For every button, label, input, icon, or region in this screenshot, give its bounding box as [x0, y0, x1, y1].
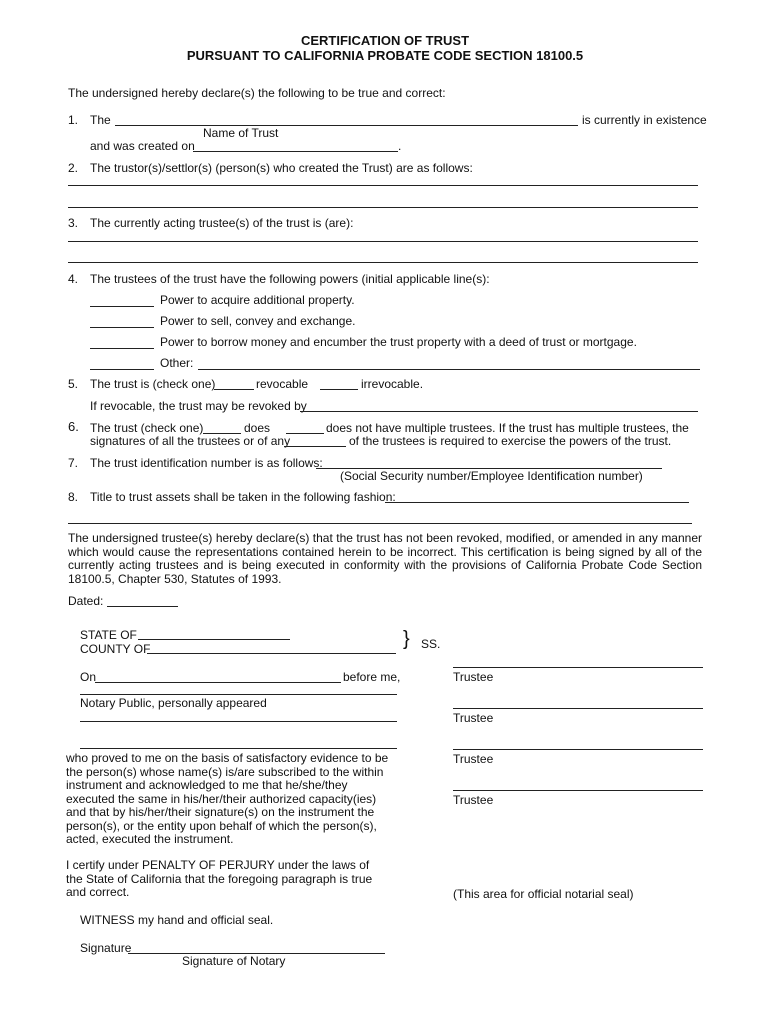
trustee-line-2[interactable]: [68, 262, 698, 263]
item2-text: The trustor(s)/settlor(s) (person(s) who created the Trust) are as follows:: [90, 161, 473, 175]
state-of-label: STATE OF: [80, 628, 137, 642]
item2-number: 2.: [68, 161, 79, 175]
item7-number: 7.: [68, 456, 79, 470]
revoked-by-line[interactable]: [300, 411, 698, 412]
title-fashion-line[interactable]: [385, 502, 689, 503]
trustee-signature-line-2[interactable]: [453, 708, 703, 709]
trust-name-caption: Name of Trust: [203, 126, 279, 140]
power-acquire: Power to acquire additional property.: [160, 293, 355, 307]
trustee-signature-line-1[interactable]: [453, 667, 703, 668]
signature-label: Signature: [80, 941, 132, 955]
trustee-label-3: Trustee: [453, 752, 494, 766]
item6-line2b: of the trustees is required to exercise the powers of the trust.: [349, 434, 672, 448]
item6-line2a: signatures of all the trustees or of any: [90, 434, 291, 448]
trustee-line-1[interactable]: [68, 241, 698, 242]
dated-label: Dated:: [68, 594, 104, 608]
appeared-line-1[interactable]: [80, 721, 397, 722]
dated-line[interactable]: [107, 606, 178, 607]
created-on-line[interactable]: [193, 151, 398, 152]
form-title: CERTIFICATION OF TRUST: [300, 33, 470, 48]
trustee-label-4: Trustee: [453, 793, 494, 807]
trustor-line-2[interactable]: [68, 207, 698, 208]
item3-number: 3.: [68, 216, 79, 230]
revoked-by-label: If revocable, the trust may be revoked by: [90, 399, 307, 413]
ss-label: SS.: [421, 637, 441, 651]
witness-text: WITNESS my hand and official seal.: [80, 913, 274, 927]
trust-id-caption: (Social Security number/Employee Identification number): [340, 469, 643, 483]
trust-name-line[interactable]: [115, 125, 578, 126]
trustees-required-line[interactable]: [284, 446, 346, 447]
intro-text: The undersigned hereby declare(s) the following to be true and correct:: [68, 86, 446, 100]
item1-number: 1.: [68, 113, 79, 127]
notarial-seal-area: (This area for official notarial seal): [453, 887, 634, 901]
revocable-check-line[interactable]: [214, 389, 254, 390]
trustee-label-1: Trustee: [453, 670, 494, 684]
item1-existence: is currently in existence: [582, 113, 707, 127]
initial-line-sell[interactable]: [90, 327, 154, 328]
form-subtitle: PURSUANT TO CALIFORNIA PROBATE CODE SECTION 18100.5: [186, 48, 584, 63]
notary-name-line[interactable]: [80, 694, 397, 695]
created-on-label: and was created on: [90, 139, 195, 153]
initial-line-acquire[interactable]: [90, 306, 154, 307]
irrevocable-check-line[interactable]: [320, 389, 358, 390]
county-of-label: COUNTY OF: [80, 642, 151, 656]
title-fashion-line-2[interactable]: [68, 523, 692, 524]
personally-appeared-label: Notary Public, personally appeared: [80, 696, 267, 710]
signature-caption: Signature of Notary: [182, 954, 286, 968]
appeared-line-2[interactable]: [80, 748, 397, 749]
initial-line-other[interactable]: [90, 369, 154, 370]
other-power-line[interactable]: [198, 369, 700, 370]
on-label: On: [80, 670, 97, 684]
irrevocable-label: irrevocable.: [361, 377, 424, 391]
item3-text: The currently acting trustee(s) of the trust is (are):: [90, 216, 354, 230]
item7-text: The trust identification number is as follows:: [90, 456, 323, 470]
item4-text: The trustees of the trust have the following powers (initial applicable line(s):: [90, 272, 490, 286]
item1-the: The: [90, 113, 111, 127]
county-of-line[interactable]: [147, 653, 396, 654]
does-not-check-line[interactable]: [286, 433, 324, 434]
declaration-paragraph: The undersigned trustee(s) hereby declare(s) that the trust has not been revoked, modified, or amended in any manner which would cause the representations contained herein to be incorrect. This certification is being signed by all of the currently acting trustees and is being executed in conformity with the provisions of California Probate Code Section 18100.5, Chapter 530, Statutes of 1993.: [68, 531, 702, 586]
item6-number: 6.: [68, 419, 79, 434]
power-borrow: Power to borrow money and encumber the trust property with a deed of trust or mortgage.: [160, 335, 637, 349]
item5-number: 5.: [68, 377, 79, 391]
power-sell: Power to sell, convey and exchange.: [160, 314, 356, 328]
trustee-signature-line-3[interactable]: [453, 749, 703, 750]
trustor-line-1[interactable]: [68, 185, 698, 186]
perjury-paragraph: I certify under PENALTY OF PERJURY under the laws of the State of California that the foregoing paragraph is true and correct.: [66, 858, 373, 899]
item8-number: 8.: [68, 490, 79, 504]
revocable-label: revocable: [256, 377, 309, 391]
created-on-period: .: [398, 139, 402, 153]
initial-line-borrow[interactable]: [90, 348, 154, 349]
state-of-line[interactable]: [138, 639, 290, 640]
on-date-line[interactable]: [95, 682, 341, 683]
item4-number: 4.: [68, 272, 79, 286]
proved-paragraph: who proved to me on the basis of satisfactory evidence to be the person(s) whose name(s) is/are subscribed to the within instrument and acknowledged to me that he/she/they executed the same in his/her/their authorized capacity(ies) and that by his/her/their signature(s) on the instrument the person(s), or the entity upon behalf of which the person(s), acted, executed the instrument.: [66, 751, 389, 846]
item6-text: The trust (check one): [90, 421, 204, 435]
trustee-label-2: Trustee: [453, 711, 494, 725]
does-not-label: does not have multiple trustees. If the trust has multiple trustees, the: [326, 421, 689, 435]
item5-text: The trust is (check one): [90, 377, 216, 391]
item8-text: Title to trust assets shall be taken in the following fashion:: [90, 490, 396, 504]
brace-symbol: }: [403, 628, 410, 650]
power-other: Other:: [160, 356, 194, 370]
does-label: does: [244, 421, 271, 435]
before-me-label: before me,: [343, 670, 401, 684]
trustee-signature-line-4[interactable]: [453, 790, 703, 791]
